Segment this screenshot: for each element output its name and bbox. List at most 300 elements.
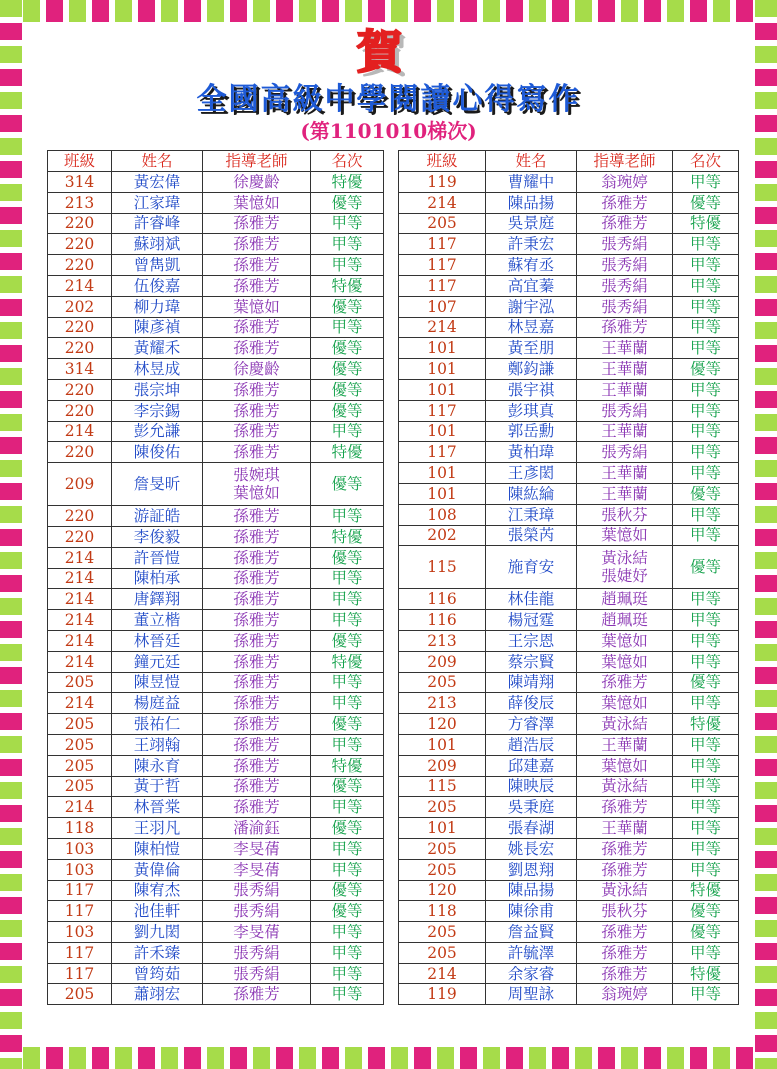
class-cell: 115 [399, 776, 486, 797]
border-top [0, 0, 777, 22]
student-name-cell: 王彥閎 [486, 463, 577, 484]
student-name-cell: 王宗恩 [486, 630, 577, 651]
teacher-name-line: 葉憶如 [233, 484, 280, 503]
class-cell: 101 [399, 734, 486, 755]
teacher-cell: 孫雅芳 [203, 651, 311, 672]
class-cell: 214 [399, 963, 486, 984]
table-row [399, 234, 739, 255]
rank-cell: 甲等 [311, 421, 384, 442]
teacher-cell: 葉憶如 [577, 630, 673, 651]
table-row [48, 776, 384, 797]
student-name-cell: 劉恩翔 [486, 859, 577, 880]
rank-cell: 甲等 [673, 734, 739, 755]
rank-cell: 甲等 [311, 734, 384, 755]
class-cell: 120 [399, 714, 486, 735]
rank-cell: 甲等 [673, 172, 739, 193]
column-header-teacher: 指導老師 [203, 151, 311, 172]
student-name-cell: 黃偉倫 [112, 859, 203, 880]
table-row [48, 672, 384, 693]
teacher-cell: 張秀絹 [577, 442, 673, 463]
rank-cell: 甲等 [673, 942, 739, 963]
teacher-cell: 孫雅芳 [203, 672, 311, 693]
student-name-cell: 余家睿 [486, 963, 577, 984]
page-subtitle: (第1101010梯次) [300, 119, 477, 143]
teacher-cell: 孫雅芳 [203, 421, 311, 442]
student-name-cell: 彭琪真 [486, 400, 577, 421]
rank-cell: 甲等 [673, 693, 739, 714]
teacher-cell: 王華蘭 [577, 463, 673, 484]
table-row [48, 610, 384, 631]
teacher-cell: 張秀絹 [577, 275, 673, 296]
table-row [399, 651, 739, 672]
table-row [399, 880, 739, 901]
teacher-cell: 孫雅芳 [203, 275, 311, 296]
teacher-cell: 王華蘭 [577, 734, 673, 755]
teacher-cell: 黃泳結 [577, 776, 673, 797]
student-name-cell: 許晉愷 [112, 547, 203, 568]
teacher-cell: 張秀絹 [577, 255, 673, 276]
table-row [399, 610, 739, 631]
class-cell: 117 [399, 255, 486, 276]
teacher-cell: 孫雅芳 [577, 838, 673, 859]
teacher-cell: 孫雅芳 [203, 255, 311, 276]
student-name-cell: 薛俊辰 [486, 693, 577, 714]
rank-cell: 甲等 [673, 525, 739, 546]
student-name-cell: 陳俊佑 [112, 442, 203, 463]
student-name-cell: 黃至朋 [486, 338, 577, 359]
student-name-cell: 游証皓 [112, 506, 203, 527]
table-row [399, 963, 739, 984]
class-cell: 214 [399, 317, 486, 338]
student-name-cell: 陳紘綸 [486, 483, 577, 504]
table-row [48, 234, 384, 255]
table-row [399, 776, 739, 797]
class-cell: 107 [399, 296, 486, 317]
class-cell: 220 [48, 506, 112, 527]
rank-cell: 甲等 [311, 942, 384, 963]
teacher-cell: 孫雅芳 [203, 755, 311, 776]
student-name-cell: 黃耀禾 [112, 338, 203, 359]
student-name-cell: 黃于哲 [112, 776, 203, 797]
student-name-cell: 趙浩辰 [486, 734, 577, 755]
student-name-cell: 謝宇泓 [486, 296, 577, 317]
rank-cell: 甲等 [311, 589, 384, 610]
class-cell: 205 [48, 984, 112, 1005]
column-header-name: 姓名 [112, 151, 203, 172]
student-name-cell: 陳靖翔 [486, 672, 577, 693]
student-name-cell: 許睿峰 [112, 213, 203, 234]
rank-cell: 甲等 [673, 338, 739, 359]
rank-cell: 甲等 [311, 922, 384, 943]
class-cell: 202 [399, 525, 486, 546]
student-name-cell: 張祐仁 [112, 714, 203, 735]
class-cell: 220 [48, 213, 112, 234]
class-cell: 205 [48, 714, 112, 735]
class-cell: 115 [399, 546, 486, 589]
class-cell: 205 [48, 776, 112, 797]
student-name-cell: 蔡宗賢 [486, 651, 577, 672]
class-cell: 202 [48, 296, 112, 317]
table-row [399, 255, 739, 276]
table-header-row [399, 151, 739, 172]
table-row [48, 818, 384, 839]
class-cell: 118 [48, 818, 112, 839]
table-row [399, 546, 739, 589]
teacher-cell: 黃泳結 [577, 714, 673, 735]
table-row [48, 630, 384, 651]
class-cell: 205 [399, 859, 486, 880]
student-name-cell: 吳秉庭 [486, 797, 577, 818]
teacher-cell: 孫雅芳 [203, 734, 311, 755]
student-name-cell: 張宇祺 [486, 379, 577, 400]
rank-cell: 特優 [311, 172, 384, 193]
rank-cell: 甲等 [311, 568, 384, 589]
student-name-cell: 蕭翊宏 [112, 984, 203, 1005]
teacher-cell: 張秀絹 [577, 296, 673, 317]
table-row [399, 589, 739, 610]
student-name-cell: 詹益賢 [486, 922, 577, 943]
teacher-cell: 孫雅芳 [203, 984, 311, 1005]
teacher-cell: 李旻蒨 [203, 838, 311, 859]
teacher-cell: 張秀絹 [203, 942, 311, 963]
student-name-cell: 董立楷 [112, 610, 203, 631]
teacher-cell: 徐慶齡 [203, 359, 311, 380]
student-name-cell: 王翊翰 [112, 734, 203, 755]
table-row [399, 693, 739, 714]
rank-cell: 特優 [673, 213, 739, 234]
rank-cell: 優等 [311, 338, 384, 359]
teacher-cell: 孫雅芳 [577, 942, 673, 963]
rank-cell: 甲等 [311, 838, 384, 859]
teacher-cell: 王華蘭 [577, 483, 673, 504]
teacher-cell: 孫雅芳 [577, 797, 673, 818]
class-cell: 120 [399, 880, 486, 901]
class-cell: 116 [399, 589, 486, 610]
column-header-rank: 名次 [673, 151, 739, 172]
teacher-cell: 孫雅芳 [203, 379, 311, 400]
class-cell: 220 [48, 379, 112, 400]
class-cell: 101 [399, 359, 486, 380]
teacher-cell: 張秀絹 [203, 963, 311, 984]
student-name-cell: 鄭鈞謙 [486, 359, 577, 380]
table-row [399, 421, 739, 442]
class-cell: 103 [48, 838, 112, 859]
table-row [399, 359, 739, 380]
student-name-cell: 許秉宏 [486, 234, 577, 255]
teacher-cell: 孫雅芳 [203, 506, 311, 527]
teacher-cell: 趙珮珽 [577, 589, 673, 610]
student-name-cell: 詹旻昕 [112, 463, 203, 506]
student-name-cell: 柳力瑋 [112, 296, 203, 317]
rank-cell: 優等 [311, 776, 384, 797]
table-row [399, 859, 739, 880]
class-cell: 205 [399, 797, 486, 818]
table-row [48, 797, 384, 818]
class-cell: 214 [48, 693, 112, 714]
rank-cell: 甲等 [673, 859, 739, 880]
student-name-cell: 林佳龍 [486, 589, 577, 610]
class-cell: 213 [399, 630, 486, 651]
rank-cell: 優等 [311, 359, 384, 380]
column-header-rank: 名次 [311, 151, 384, 172]
class-cell: 119 [399, 172, 486, 193]
teacher-name-line: 張婉琪 [233, 466, 280, 485]
student-name-cell: 林昱嘉 [486, 317, 577, 338]
rank-cell: 甲等 [673, 818, 739, 839]
rank-cell: 優等 [311, 714, 384, 735]
teacher-cell: 孫雅芳 [203, 234, 311, 255]
student-name-cell: 彭允謙 [112, 421, 203, 442]
student-name-cell: 李俊毅 [112, 526, 203, 547]
teacher-cell: 王華蘭 [577, 421, 673, 442]
student-name-cell: 方睿澤 [486, 714, 577, 735]
class-cell: 314 [48, 359, 112, 380]
rank-cell: 甲等 [673, 797, 739, 818]
rank-cell: 優等 [673, 483, 739, 504]
rank-cell: 甲等 [673, 400, 739, 421]
table-row [48, 838, 384, 859]
rank-cell: 甲等 [673, 838, 739, 859]
student-name-cell: 唐鐸翔 [112, 589, 203, 610]
student-name-cell: 陳永育 [112, 755, 203, 776]
rank-cell: 特優 [673, 963, 739, 984]
class-cell: 214 [48, 651, 112, 672]
class-cell: 101 [399, 379, 486, 400]
rank-cell: 特優 [673, 880, 739, 901]
table-row [399, 400, 739, 421]
rank-cell: 特優 [311, 651, 384, 672]
teacher-cell: 張秀絹 [577, 234, 673, 255]
class-cell: 209 [48, 463, 112, 506]
rank-cell: 甲等 [673, 610, 739, 631]
table-row [48, 296, 384, 317]
rank-cell: 甲等 [673, 504, 739, 525]
class-cell: 117 [48, 880, 112, 901]
class-cell: 214 [48, 547, 112, 568]
class-cell: 108 [399, 504, 486, 525]
class-cell: 101 [399, 483, 486, 504]
student-name-cell: 蘇宥丞 [486, 255, 577, 276]
rank-cell: 甲等 [673, 275, 739, 296]
teacher-cell: 葉憶如 [203, 192, 311, 213]
table-row [399, 379, 739, 400]
rank-cell: 甲等 [673, 442, 739, 463]
table-row [399, 672, 739, 693]
class-cell: 214 [48, 421, 112, 442]
rank-cell: 優等 [311, 901, 384, 922]
class-cell: 117 [48, 901, 112, 922]
class-cell: 117 [399, 275, 486, 296]
teacher-cell: 孫雅芳 [577, 922, 673, 943]
student-name-cell: 曹耀中 [486, 172, 577, 193]
rank-cell: 優等 [311, 400, 384, 421]
student-name-cell: 伍俊嘉 [112, 275, 203, 296]
table-row [48, 463, 384, 506]
class-cell: 214 [48, 568, 112, 589]
teacher-cell: 張秀絹 [203, 880, 311, 901]
teacher-cell: 張秀絹 [577, 400, 673, 421]
student-name-cell: 林晉廷 [112, 630, 203, 651]
table-row [48, 589, 384, 610]
table-row [48, 442, 384, 463]
class-cell: 205 [48, 755, 112, 776]
student-name-cell: 施育安 [486, 546, 577, 589]
student-name-cell: 邱建嘉 [486, 755, 577, 776]
teacher-cell: 孫雅芳 [203, 317, 311, 338]
class-cell: 220 [48, 442, 112, 463]
table-row [399, 213, 739, 234]
student-name-cell: 張春湖 [486, 818, 577, 839]
rank-cell: 優等 [311, 547, 384, 568]
table-row [48, 275, 384, 296]
student-name-cell: 陳品揚 [486, 192, 577, 213]
table-row [399, 942, 739, 963]
rank-cell: 甲等 [673, 984, 739, 1005]
table-row [399, 504, 739, 525]
rank-cell: 甲等 [311, 317, 384, 338]
class-cell: 214 [48, 630, 112, 651]
class-cell: 209 [399, 651, 486, 672]
table-row [399, 338, 739, 359]
table-row [399, 714, 739, 735]
student-name-cell: 王羽凡 [112, 818, 203, 839]
table-row [399, 275, 739, 296]
class-cell: 117 [399, 400, 486, 421]
teacher-cell: 孫雅芳 [203, 526, 311, 547]
award-table-right [398, 150, 739, 1005]
rank-cell: 甲等 [673, 255, 739, 276]
border-bottom [0, 1047, 777, 1069]
class-cell: 314 [48, 172, 112, 193]
student-name-cell: 張宗坤 [112, 379, 203, 400]
rank-cell: 優等 [673, 672, 739, 693]
table-row [399, 797, 739, 818]
teacher-cell: 葉憶如 [577, 651, 673, 672]
rank-cell: 甲等 [673, 421, 739, 442]
class-cell: 220 [48, 338, 112, 359]
table-row [48, 880, 384, 901]
teacher-cell: 黃泳結 [577, 880, 673, 901]
rank-cell: 優等 [311, 630, 384, 651]
rank-cell: 甲等 [311, 610, 384, 631]
class-cell: 214 [48, 797, 112, 818]
student-name-cell: 曾筠茹 [112, 963, 203, 984]
class-cell: 214 [48, 275, 112, 296]
student-name-cell: 吳景庭 [486, 213, 577, 234]
rank-cell: 甲等 [311, 963, 384, 984]
teacher-cell: 李旻蒨 [203, 859, 311, 880]
table-row [48, 400, 384, 421]
table-row [48, 901, 384, 922]
table-row [399, 442, 739, 463]
table-header-row [48, 151, 384, 172]
student-name-cell: 江家瑋 [112, 192, 203, 213]
class-cell: 205 [48, 672, 112, 693]
rank-cell: 甲等 [673, 463, 739, 484]
teacher-cell: 孫雅芳 [203, 776, 311, 797]
table-row [399, 901, 739, 922]
rank-cell: 甲等 [673, 379, 739, 400]
table-row [48, 942, 384, 963]
table-row [48, 984, 384, 1005]
rank-cell: 特優 [673, 714, 739, 735]
class-cell: 118 [399, 901, 486, 922]
teacher-cell: 張秋芬 [577, 504, 673, 525]
rank-cell: 優等 [311, 192, 384, 213]
student-name-cell: 許禾臻 [112, 942, 203, 963]
student-name-cell: 陳品揚 [486, 880, 577, 901]
table-row [399, 172, 739, 193]
student-name-cell: 黃柏瑋 [486, 442, 577, 463]
teacher-cell [203, 463, 311, 506]
teacher-cell: 徐慶齡 [203, 172, 311, 193]
rank-cell: 特優 [311, 526, 384, 547]
rank-cell: 甲等 [673, 630, 739, 651]
teacher-cell: 王華蘭 [577, 379, 673, 400]
class-cell: 205 [399, 922, 486, 943]
table-row [399, 755, 739, 776]
teacher-cell: 張秋芬 [577, 901, 673, 922]
teacher-cell: 葉憶如 [577, 525, 673, 546]
rank-cell: 優等 [673, 922, 739, 943]
class-cell: 214 [48, 589, 112, 610]
table-row [399, 630, 739, 651]
student-name-cell: 郭岳勳 [486, 421, 577, 442]
student-name-cell: 黃宏偉 [112, 172, 203, 193]
class-cell: 103 [48, 922, 112, 943]
table-row [399, 525, 739, 546]
rank-cell: 甲等 [311, 506, 384, 527]
table-row [399, 922, 739, 943]
student-name-cell: 江秉璋 [486, 504, 577, 525]
rank-cell: 甲等 [673, 234, 739, 255]
teacher-cell: 孫雅芳 [203, 568, 311, 589]
teacher-cell: 孫雅芳 [203, 797, 311, 818]
rank-cell: 優等 [311, 463, 384, 506]
table-row [48, 651, 384, 672]
class-cell: 101 [399, 338, 486, 359]
rank-cell: 優等 [673, 546, 739, 589]
class-cell: 103 [48, 859, 112, 880]
class-cell: 213 [399, 693, 486, 714]
rank-cell: 甲等 [311, 234, 384, 255]
table-row [48, 693, 384, 714]
table-row [48, 734, 384, 755]
award-table-left [47, 150, 384, 1005]
student-name-cell: 許毓澤 [486, 942, 577, 963]
rank-cell: 優等 [673, 901, 739, 922]
table-row [48, 192, 384, 213]
student-name-cell: 姚長宏 [486, 838, 577, 859]
column-header-name: 姓名 [486, 151, 577, 172]
rank-cell: 優等 [673, 192, 739, 213]
teacher-cell: 孫雅芳 [203, 714, 311, 735]
table-row [399, 734, 739, 755]
rank-cell: 甲等 [673, 317, 739, 338]
class-cell: 101 [399, 421, 486, 442]
border-right [755, 0, 777, 1069]
student-name-cell: 高宜蓁 [486, 275, 577, 296]
column-header-class: 班級 [48, 151, 112, 172]
student-name-cell: 李宗錫 [112, 400, 203, 421]
rank-cell: 甲等 [673, 589, 739, 610]
teacher-cell: 孫雅芳 [577, 963, 673, 984]
student-name-cell: 池佳軒 [112, 901, 203, 922]
teacher-cell: 孫雅芳 [203, 338, 311, 359]
table-row [48, 547, 384, 568]
class-cell: 214 [48, 610, 112, 631]
rank-cell: 優等 [311, 296, 384, 317]
